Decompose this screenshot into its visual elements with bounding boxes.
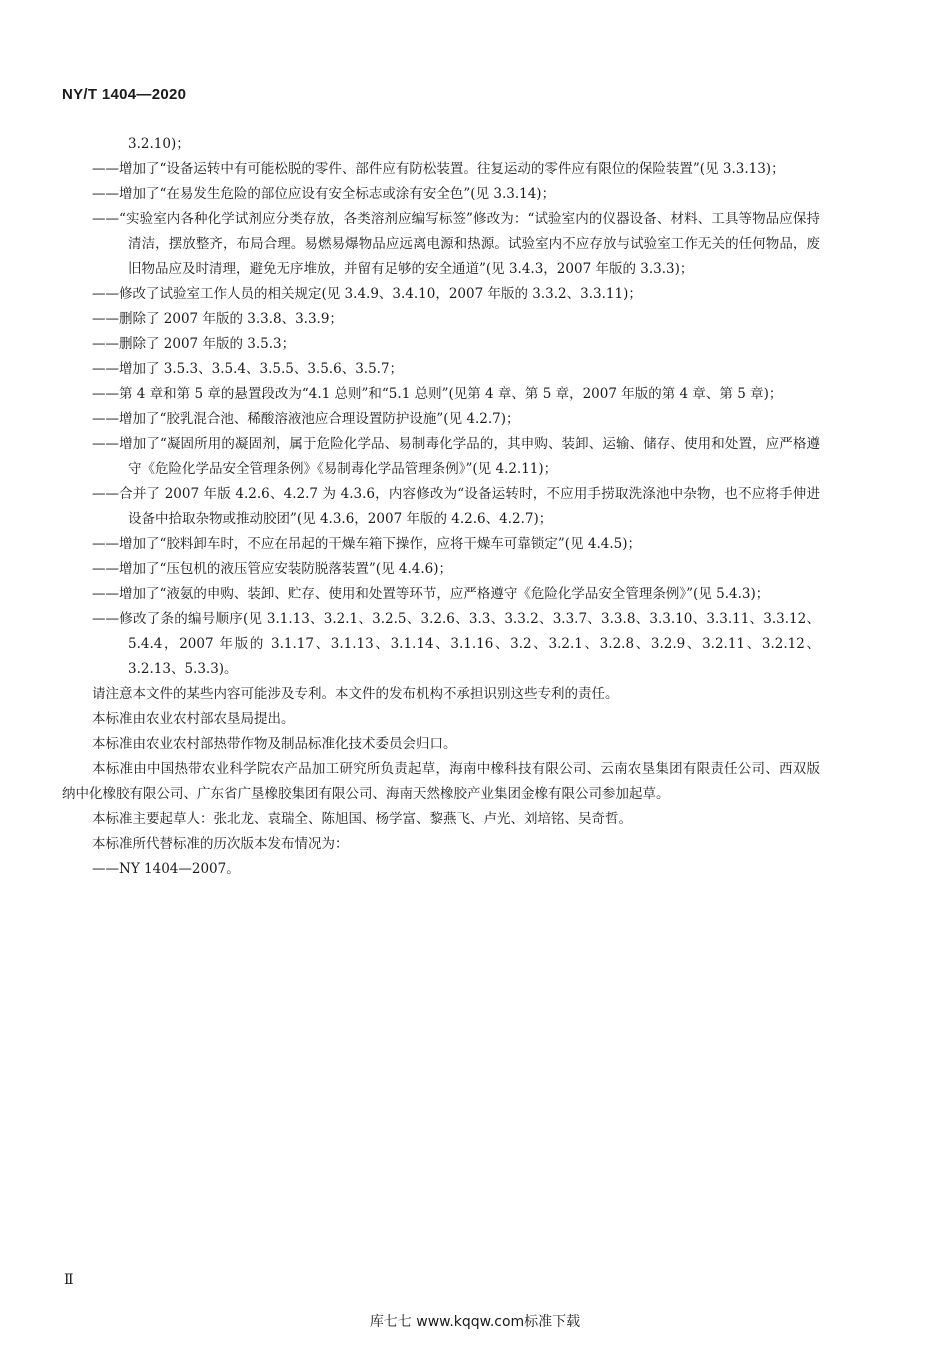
footer-watermark: 库七七 www.kqqw.com标准下载 bbox=[369, 1314, 581, 1330]
change-item-continued: 3.2.10)； bbox=[128, 136, 190, 152]
foreword-content bbox=[62, 132, 820, 882]
proposer-statement: 本标准由农业农村部农垦局提出。 bbox=[92, 711, 295, 727]
history-item: ——NY 1404—2007。 bbox=[92, 861, 240, 877]
change-item: ——增加了“胶料卸车时，不应在吊起的干燥车箱下操作，应将干燥车可靠锁定”(见 4.4.5)； bbox=[92, 536, 641, 552]
change-item: ——增加了 3.5.3、3.5.4、3.5.5、3.5.6、3.5.7； bbox=[92, 361, 404, 377]
standard-code: NY/T 1404—2020 bbox=[62, 86, 187, 103]
main-drafters: 本标准主要起草人：张北龙、袁瑞全、陈旭国、杨学富、黎燕飞、卢光、刘培铭、吴奇哲。 bbox=[92, 811, 632, 827]
committee-statement: 本标准由农业农村部热带作物及制品标准化技术委员会归口。 bbox=[92, 736, 457, 752]
history-heading: 本标准所代替标准的历次版本发布情况为： bbox=[92, 836, 349, 852]
change-item: ——增加了“压包机的液压管应安装防脱落装置”(见 4.4.6)； bbox=[92, 561, 452, 577]
change-item: ——删除了 2007 年版的 3.5.3； bbox=[92, 336, 296, 352]
change-item: ——第 4 章和第 5 章的悬置段改为“4.1 总则”和“5.1 总则”(见第 4 章、第 5 章，2007 年版的第 4 章、第 5 章)； bbox=[92, 386, 783, 402]
change-item: ——增加了“在易发生危险的部位应设有安全标志或涂有安全色”(见 3.3.14)； bbox=[92, 186, 556, 202]
patent-notice: 请注意本文件的某些内容可能涉及专利。本文件的发布机构不承担识别这些专利的责任。 bbox=[92, 686, 619, 702]
change-item: ——增加了“设备运转中有可能松脱的零件、部件应有防松装置。往复运动的零件应有限位的保险装置”(见 3.3.13)； bbox=[92, 161, 785, 177]
change-item: ——增加了“凝固所用的凝固剂，属于危险化学品、易制毒化学品的，其申购、装卸、运输、储存、使用和处置，应严格遵守《危险化学品安全管理条例》《易制毒化学品管理条例》”(见 4.2.11)； bbox=[92, 436, 820, 477]
change-item: ——删除了 2007 年版的 3.3.8、3.3.9； bbox=[92, 311, 343, 327]
change-item: ——增加了“胶乳混合池、稀酸溶液池应合理设置防护设施”(见 4.2.7)； bbox=[92, 411, 520, 427]
page-number: Ⅱ bbox=[64, 1272, 74, 1288]
change-item: ——增加了“液氨的申购、装卸、贮存、使用和处置等环节，应严格遵守《危险化学品安全管理条例》”(见 5.4.3)； bbox=[92, 586, 770, 602]
drafting-organizations: 本标准由中国热带农业科学院农产品加工研究所负责起草，海南中橡科技有限公司、云南农垦集团有限责任公司、西双版纳中化橡胶有限公司、广东省广垦橡胶集团有限公司、海南天然橡胶产业集团金橡有限公司参加起草。 bbox=[62, 761, 820, 802]
change-item: ——“实验室内各种化学试剂应分类存放，各类溶剂应编写标签”修改为：“试验室内的仪器设备、材料、工具等物品应保持清洁，摆放整齐，布局合理。易燃易爆物品应远离电源和热源。试验室内不应存放与试验室工作无关的任何物品，废旧物品应及时清理，避免无序堆放，并留有足够的安全通道”(见 3.4.3，2007 年版的 3.3.3)； bbox=[92, 211, 820, 277]
change-item: ——修改了试验室工作人员的相关规定(见 3.4.9、3.4.10，2007 年版的 3.3.2、3.3.11)； bbox=[92, 286, 642, 302]
change-item: ——合并了 2007 年版 4.2.6、4.2.7 为 4.3.6，内容修改为“设备运转时，不应用手捞取洗涤池中杂物，也不应将手伸进设备中拾取杂物或推动胶团”(见 4.3.6，2007 年版的 4.2.6、4.2.7)； bbox=[92, 486, 820, 527]
change-item: ——修改了条的编号顺序(见 3.1.13、3.2.1、3.2.5、3.2.6、3.3、3.3.2、3.3.7、3.3.8、3.3.10、3.3.11、3.3.12、5.4.4，2007 年版的 3.1.17、3.1.13、3.1.14、3.1.16、3.2、3.2.1、3.2.8、3.2.9、3.2.11、3.2.12、3.2.13、5.3.3)。 bbox=[92, 611, 820, 677]
